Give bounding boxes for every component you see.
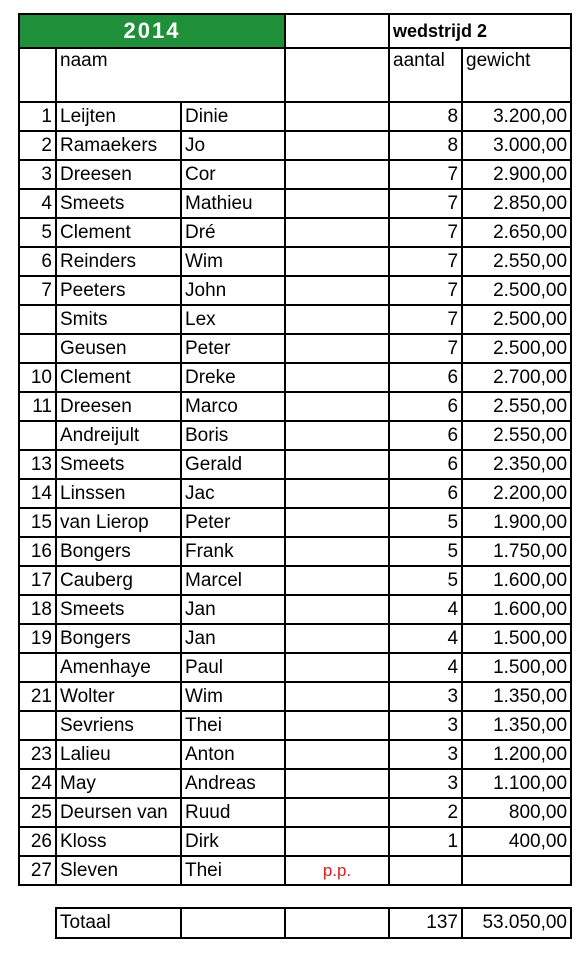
table-row <box>19 479 571 508</box>
totals-label: Totaal <box>56 908 181 938</box>
total-count: 137 <box>389 908 462 938</box>
table-row <box>19 508 571 537</box>
table-row <box>19 682 571 711</box>
count-cell: 2 <box>389 798 462 827</box>
rank-cell: 13 <box>19 450 56 479</box>
rank-cell: 2 <box>19 131 56 160</box>
weight-cell: 400,00 <box>462 827 571 856</box>
note-cell <box>285 740 389 769</box>
count-cell: 7 <box>389 334 462 363</box>
count-cell: 7 <box>389 218 462 247</box>
table-row <box>19 305 571 334</box>
note-cell <box>285 566 389 595</box>
weight-cell: 1.600,00 <box>462 566 571 595</box>
first-name-cell: Thei <box>181 856 285 885</box>
table-row <box>19 189 571 218</box>
rank-cell: 3 <box>19 160 56 189</box>
table-row <box>19 827 571 856</box>
last-name-cell: Leijten <box>56 102 181 131</box>
table-row <box>19 856 571 885</box>
last-name-cell: Ramaekers <box>56 131 181 160</box>
empty-cell <box>181 908 285 938</box>
first-name-cell: Marcel <box>181 566 285 595</box>
weight-cell: 2.650,00 <box>462 218 571 247</box>
weight-cell: 2.200,00 <box>462 479 571 508</box>
note-header <box>285 48 389 102</box>
weight-cell: 1.500,00 <box>462 624 571 653</box>
note-cell <box>285 102 389 131</box>
last-name-cell: Linssen <box>56 479 181 508</box>
note-cell <box>285 189 389 218</box>
first-name-cell: Thei <box>181 711 285 740</box>
last-name-cell: Smeets <box>56 189 181 218</box>
table-row <box>19 537 571 566</box>
count-cell: 8 <box>389 102 462 131</box>
table-row <box>19 276 571 305</box>
note-cell <box>285 711 389 740</box>
first-name-cell: Frank <box>181 537 285 566</box>
note-cell <box>285 305 389 334</box>
note-cell <box>285 624 389 653</box>
weight-cell: 3.000,00 <box>462 131 571 160</box>
table-row <box>19 711 571 740</box>
rank-cell: 15 <box>19 508 56 537</box>
rank-cell <box>19 305 56 334</box>
last-name-cell: Lalieu <box>56 740 181 769</box>
last-name-cell: Wolter <box>56 682 181 711</box>
note-cell <box>285 798 389 827</box>
table-row <box>19 102 571 131</box>
last-name-cell: Dreesen <box>56 160 181 189</box>
first-name-cell: Jac <box>181 479 285 508</box>
last-name-cell: Smits <box>56 305 181 334</box>
last-name-cell: May <box>56 769 181 798</box>
results-body <box>19 102 571 885</box>
first-name-cell: Dirk <box>181 827 285 856</box>
last-name-cell: Kloss <box>56 827 181 856</box>
note-cell: p.p. <box>285 856 389 885</box>
table-row <box>19 740 571 769</box>
empty-cell <box>285 908 389 938</box>
note-cell <box>285 421 389 450</box>
weight-cell: 2.500,00 <box>462 276 571 305</box>
rank-header <box>19 48 56 102</box>
table-row <box>19 595 571 624</box>
last-name-cell: Cauberg <box>56 566 181 595</box>
first-name-cell: Marco <box>181 392 285 421</box>
last-name-cell: Smeets <box>56 595 181 624</box>
weight-cell: 1.350,00 <box>462 682 571 711</box>
table-row <box>19 247 571 276</box>
note-cell <box>285 479 389 508</box>
note-cell <box>285 131 389 160</box>
last-name-cell: Smeets <box>56 450 181 479</box>
table-row <box>19 798 571 827</box>
first-name-cell: Wim <box>181 682 285 711</box>
note-cell <box>285 827 389 856</box>
rank-cell: 6 <box>19 247 56 276</box>
table-row <box>19 450 571 479</box>
table-row <box>19 363 571 392</box>
count-cell <box>389 856 462 885</box>
table-row <box>19 160 571 189</box>
count-cell: 8 <box>389 131 462 160</box>
weight-cell: 1.100,00 <box>462 769 571 798</box>
first-name-cell: Cor <box>181 160 285 189</box>
count-cell: 3 <box>389 769 462 798</box>
rank-cell <box>19 653 56 682</box>
weight-cell: 1.600,00 <box>462 595 571 624</box>
last-name-cell: Andreijult <box>56 421 181 450</box>
name-header: naam <box>56 48 285 102</box>
rank-cell: 14 <box>19 479 56 508</box>
first-name-cell: Jo <box>181 131 285 160</box>
note-cell <box>285 160 389 189</box>
rank-cell: 16 <box>19 537 56 566</box>
count-cell: 7 <box>389 247 462 276</box>
rank-cell: 27 <box>19 856 56 885</box>
rank-cell: 25 <box>19 798 56 827</box>
weight-cell: 800,00 <box>462 798 571 827</box>
first-name-cell: Anton <box>181 740 285 769</box>
first-name-cell: Peter <box>181 334 285 363</box>
competition-title: wedstrijd 2 <box>389 14 571 48</box>
note-cell <box>285 247 389 276</box>
weight-cell: 3.200,00 <box>462 102 571 131</box>
count-cell: 3 <box>389 711 462 740</box>
rank-cell <box>19 421 56 450</box>
count-cell: 6 <box>389 450 462 479</box>
last-name-cell: Clement <box>56 218 181 247</box>
weight-cell: 1.900,00 <box>462 508 571 537</box>
last-name-cell: Bongers <box>56 537 181 566</box>
count-cell: 1 <box>389 827 462 856</box>
year-title: 2014 <box>19 14 285 48</box>
last-name-cell: Sleven <box>56 856 181 885</box>
weight-cell: 1.350,00 <box>462 711 571 740</box>
weight-cell: 1.750,00 <box>462 537 571 566</box>
weight-cell: 2.350,00 <box>462 450 571 479</box>
note-cell <box>285 276 389 305</box>
note-cell <box>285 450 389 479</box>
count-cell: 4 <box>389 595 462 624</box>
last-name-cell: Dreesen <box>56 392 181 421</box>
first-name-cell: Ruud <box>181 798 285 827</box>
rank-cell: 5 <box>19 218 56 247</box>
count-header: aantal <box>389 48 462 102</box>
note-cell <box>285 537 389 566</box>
title-row <box>19 14 571 48</box>
rank-cell: 26 <box>19 827 56 856</box>
rank-cell <box>19 334 56 363</box>
rank-cell: 19 <box>19 624 56 653</box>
note-cell <box>285 769 389 798</box>
rank-cell: 23 <box>19 740 56 769</box>
table-row <box>19 769 571 798</box>
rank-cell: 10 <box>19 363 56 392</box>
table-row <box>19 131 571 160</box>
last-name-cell: van Lierop <box>56 508 181 537</box>
first-name-cell: John <box>181 276 285 305</box>
first-name-cell: Lex <box>181 305 285 334</box>
empty-cell <box>285 14 389 48</box>
note-cell <box>285 218 389 247</box>
last-name-cell: Deursen van <box>56 798 181 827</box>
first-name-cell: Jan <box>181 595 285 624</box>
weight-cell: 2.900,00 <box>462 160 571 189</box>
first-name-cell: Dreke <box>181 363 285 392</box>
table-row <box>19 334 571 363</box>
note-cell <box>285 595 389 624</box>
first-name-cell: Andreas <box>181 769 285 798</box>
note-cell <box>285 334 389 363</box>
note-cell <box>285 653 389 682</box>
count-cell: 5 <box>389 508 462 537</box>
first-name-cell: Jan <box>181 624 285 653</box>
table-row <box>19 218 571 247</box>
totals-row <box>56 908 571 938</box>
table-row <box>19 653 571 682</box>
count-cell: 7 <box>389 276 462 305</box>
count-cell: 4 <box>389 624 462 653</box>
totals-table <box>55 907 572 939</box>
rank-cell: 7 <box>19 276 56 305</box>
weight-cell: 1.500,00 <box>462 653 571 682</box>
note-cell <box>285 363 389 392</box>
first-name-cell: Dinie <box>181 102 285 131</box>
note-cell <box>285 508 389 537</box>
count-cell: 7 <box>389 160 462 189</box>
last-name-cell: Peeters <box>56 276 181 305</box>
last-name-cell: Bongers <box>56 624 181 653</box>
weight-cell <box>462 856 571 885</box>
last-name-cell: Clement <box>56 363 181 392</box>
table-row <box>19 421 571 450</box>
weight-cell: 2.550,00 <box>462 247 571 276</box>
count-cell: 6 <box>389 363 462 392</box>
last-name-cell: Geusen <box>56 334 181 363</box>
first-name-cell: Peter <box>181 508 285 537</box>
last-name-cell: Reinders <box>56 247 181 276</box>
rank-cell: 24 <box>19 769 56 798</box>
weight-cell: 2.850,00 <box>462 189 571 218</box>
weight-cell: 2.550,00 <box>462 392 571 421</box>
table-row <box>19 566 571 595</box>
weight-cell: 1.200,00 <box>462 740 571 769</box>
rank-cell <box>19 711 56 740</box>
count-cell: 7 <box>389 189 462 218</box>
count-cell: 5 <box>389 537 462 566</box>
count-cell: 3 <box>389 740 462 769</box>
weight-header: gewicht <box>462 48 571 102</box>
count-cell: 6 <box>389 479 462 508</box>
first-name-cell: Wim <box>181 247 285 276</box>
first-name-cell: Paul <box>181 653 285 682</box>
note-cell <box>285 392 389 421</box>
count-cell: 4 <box>389 653 462 682</box>
rank-cell: 17 <box>19 566 56 595</box>
rank-cell: 11 <box>19 392 56 421</box>
count-cell: 7 <box>389 305 462 334</box>
header-row <box>19 48 571 102</box>
table-row <box>19 392 571 421</box>
rank-cell: 21 <box>19 682 56 711</box>
first-name-cell: Mathieu <box>181 189 285 218</box>
rank-cell: 1 <box>19 102 56 131</box>
first-name-cell: Gerald <box>181 450 285 479</box>
weight-cell: 2.500,00 <box>462 305 571 334</box>
weight-cell: 2.500,00 <box>462 334 571 363</box>
last-name-cell: Sevriens <box>56 711 181 740</box>
count-cell: 3 <box>389 682 462 711</box>
first-name-cell: Boris <box>181 421 285 450</box>
rank-cell: 18 <box>19 595 56 624</box>
total-weight: 53.050,00 <box>462 908 571 938</box>
table-row <box>19 624 571 653</box>
count-cell: 5 <box>389 566 462 595</box>
weight-cell: 2.550,00 <box>462 421 571 450</box>
results-table <box>18 13 572 886</box>
first-name-cell: Dré <box>181 218 285 247</box>
rank-cell: 4 <box>19 189 56 218</box>
last-name-cell: Amenhaye <box>56 653 181 682</box>
count-cell: 6 <box>389 421 462 450</box>
count-cell: 6 <box>389 392 462 421</box>
weight-cell: 2.700,00 <box>462 363 571 392</box>
note-cell <box>285 682 389 711</box>
